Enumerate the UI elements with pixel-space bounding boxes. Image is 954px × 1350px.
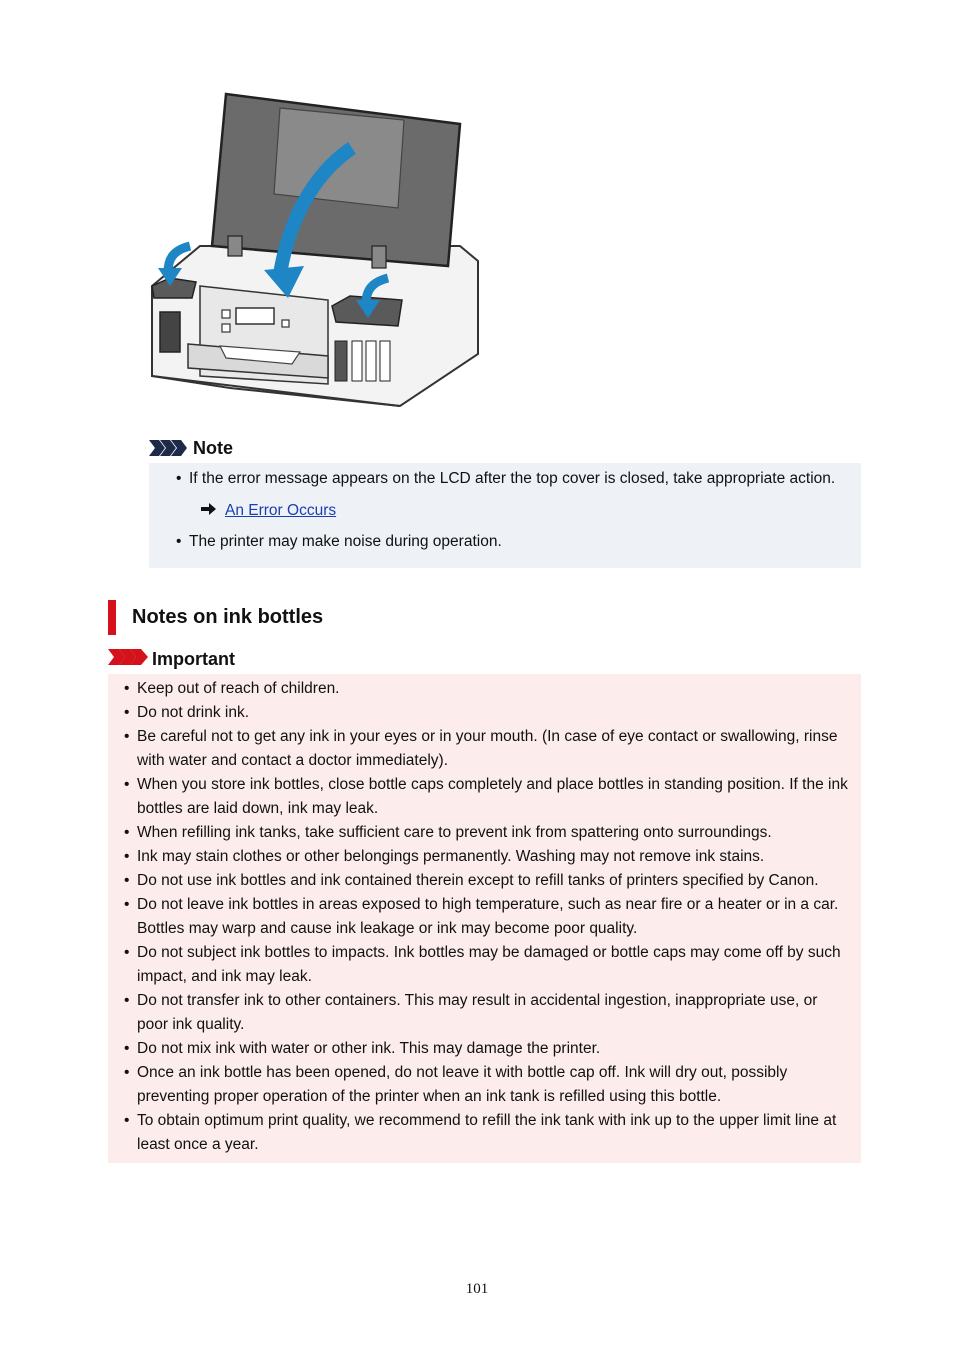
- section-accent-bar: [108, 600, 116, 635]
- note-bullet: • If the error message appears on the LCD after the top cover is closed, take appropriate action.: [176, 470, 836, 487]
- list-item: • Do not transfer ink to other containers. This may result in accidental ingestion, inappropriate use, or poor ink quality.: [124, 992, 818, 1033]
- list-item: • Do not use ink bottles and ink contained therein except to refill tanks of printers specified by Canon.: [124, 872, 819, 889]
- section-heading: [108, 600, 323, 635]
- list-item: • Do not subject ink bottles to impacts. Ink bottles may be damaged or bottle caps may come off by such impact, and ink may leak.: [124, 944, 841, 985]
- list-item: • Be careful not to get any ink in your eyes or in your mouth. (In case of eye contact or swallowing, rinse with water and contact a doctor immediately).: [124, 728, 838, 769]
- note-heading: [149, 436, 233, 460]
- an-error-occurs-link[interactable]: An Error Occurs: [225, 502, 337, 519]
- list-item: • When refilling ink tanks, take sufficient care to prevent ink from spattering onto surroundings.: [124, 824, 772, 841]
- list-item: • Do not leave ink bottles in areas exposed to high temperature, such as near fire or a heater or in a car. Bottles may warp and cause ink leakage or ink may become poor quality.: [124, 896, 839, 937]
- note-link-row: [201, 499, 336, 523]
- section-title: Notes on ink bottles: [132, 606, 324, 628]
- list-item: • Do not mix ink with water or other ink. This may damage the printer.: [124, 1040, 601, 1057]
- list-item: • When you store ink bottles, close bottle caps completely and place bottles in standing position. If the ink bottles are laid down, ink may leak.: [124, 776, 848, 817]
- list-item: • Ink may stain clothes or other belongings permanently. Washing may not remove ink stains.: [124, 848, 765, 865]
- right-arrow-icon: [201, 502, 216, 520]
- important-heading: [108, 647, 235, 671]
- triple-chevron-icon: [108, 649, 148, 670]
- list-item: • Do not drink ink.: [124, 704, 249, 721]
- important-title: Important: [152, 648, 235, 669]
- printer-illustration: [140, 86, 490, 416]
- list-item: • To obtain optimum print quality, we recommend to refill the ink tank with ink up to the upper limit line at least once a year.: [124, 1112, 837, 1153]
- triple-chevron-icon: [149, 440, 187, 456]
- list-item: • Once an ink bottle has been opened, do not leave it with bottle cap off. Ink will dry out, possibly preventing proper operation of the printer when an ink tank is refilled using this bottle.: [124, 1064, 788, 1105]
- note-bullet: • The printer may make noise during operation.: [176, 533, 502, 550]
- page-number: 101: [465, 1281, 489, 1297]
- important-list: [124, 677, 852, 1157]
- note-title: Note: [193, 437, 233, 458]
- list-item: • Keep out of reach of children.: [124, 680, 340, 697]
- note-bullet-text: If the error message appears on the LCD after the top cover is closed, take appropriate action.: [189, 470, 836, 487]
- note-bullet-text: The printer may make noise during operation.: [189, 533, 502, 550]
